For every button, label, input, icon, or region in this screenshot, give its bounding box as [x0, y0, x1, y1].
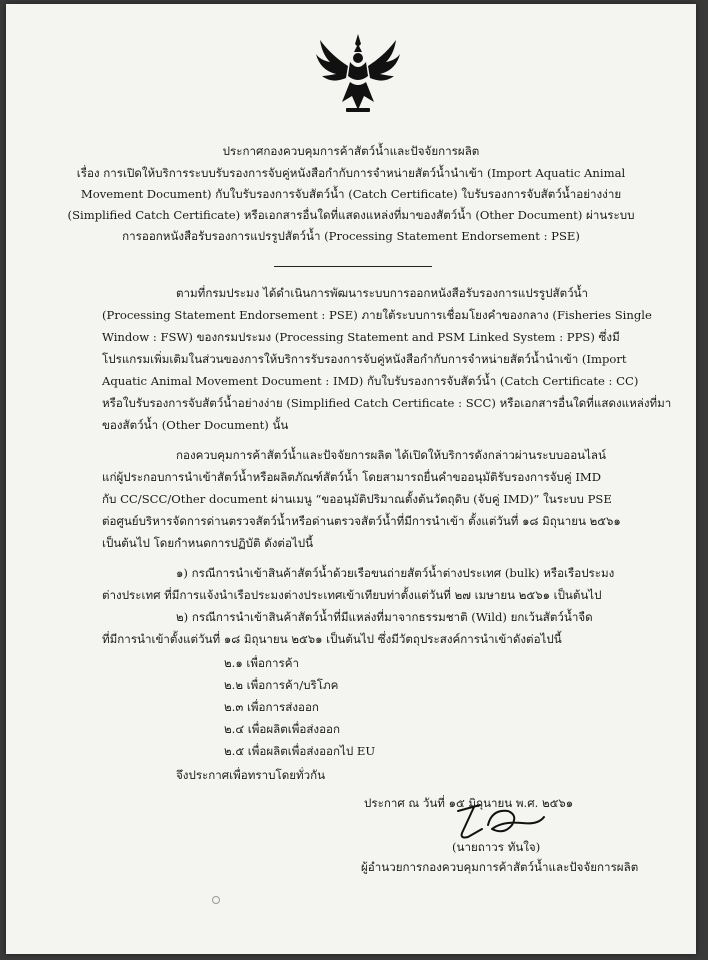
sub-list-item: ๒.๑ เพื่อการค้า — [224, 656, 299, 670]
title-divider — [274, 266, 432, 267]
paragraph-line: ของสัตว์น้ำ (Other Document) นั้น — [102, 418, 289, 432]
list-item-line: ต่างประเทศ ที่มีการแจ้งนำเรือประมงต่างประเทศเข้าเทียบท่าตั้งแต่วันที่ ๒๗ เมษายน ๒๕๖๑ เป็นต้นไป — [102, 588, 602, 602]
paragraph-line: กองควบคุมการค้าสัตว์น้ำและปัจจัยการผลิต ได้เปิดให้บริการดังกล่าวผ่านระบบออนไลน์ — [176, 448, 606, 462]
paragraph-line: ตามที่กรมประมง ได้ดำเนินการพัฒนาระบบการออกหนังสือรับรองการแปรรูปสัตว์น้ำ — [176, 286, 589, 300]
sub-list-item: ๒.๔ เพื่อผลิตเพื่อส่งออก — [224, 722, 341, 736]
paragraph-line: โปรแกรมเพิ่มเติมในส่วนของการให้บริการรับรองการจับคู่หนังสือกำกับการจำหน่ายสัตว์น้ำนำเข้า (Import — [102, 352, 627, 366]
announcement-date: ประกาศ ณ วันที่ ๑๕ มิถุนายน พ.ศ. ๒๕๖๑ — [364, 796, 574, 810]
paragraph-line: แก่ผู้ประกอบการนำเข้าสัตว์น้ำหรือผลิตภัณฑ์สัตว์น้ำ โดยสามารถยื่นคำขออนุมัติรับรองการจับคู่ IMD — [102, 470, 602, 484]
handwritten-signature-icon — [452, 799, 548, 845]
pen-mark-icon — [208, 892, 224, 908]
paragraph-line: Window : FSW) ของกรมประมง (Processing Statement and PSM Linked System : PPS) ซึ่งมี — [102, 330, 620, 344]
document-page — [6, 4, 696, 954]
sub-list-item: ๒.๕ เพื่อผลิตเพื่อส่งออกไป EU — [224, 744, 376, 758]
sub-list-item: ๒.๓ เพื่อการส่งออก — [224, 700, 319, 714]
notice-title: ประกาศกองควบคุมการค้าสัตว์น้ำและปัจจัยการผลิต — [222, 144, 480, 158]
paragraph-line: กับ CC/SCC/Other document ผ่านเมนู “ขออนุมัติปริมาณตั้งต้นวัตถุดิบ (จับคู่ IMD)” ในระบบ PSE — [102, 492, 612, 506]
paragraph-line: เป็นต้นไป โดยกำหนดการปฏิบัติ ดังต่อไปนี้ — [102, 536, 314, 550]
sub-list-item: ๒.๒ เพื่อการค้า/บริโภค — [224, 678, 339, 692]
list-item-line: ๒) กรณีการนำเข้าสินค้าสัตว์น้ำที่มีแหล่งที่มาจากธรรมชาติ (Wild) ยกเว้นสัตว์น้ำจืด — [176, 610, 593, 624]
paragraph-line: หรือใบรับรองการจับสัตว์น้ำอย่างง่าย (Simplified Catch Certificate : SCC) หรือเอกสารอื่นใดที่แสดงแหล่งที่มา — [102, 396, 672, 410]
list-item-line: ๑) กรณีการนำเข้าสินค้าสัตว์น้ำด้วยเรือขนถ่ายสัตว์น้ำต่างประเทศ (bulk) หรือเรือประมง — [176, 566, 615, 580]
paragraph-line: (Processing Statement Endorsement : PSE) ภายใต้ระบบการเชื่อมโยงคำของกลาง (Fisheries Single — [102, 308, 652, 322]
subject-line: การออกหนังสือรับรองการแปรรูปสัตว์น้ำ (Processing Statement Endorsement : PSE) — [122, 229, 580, 243]
closing-statement: จึงประกาศเพื่อทราบโดยทั่วกัน — [176, 768, 326, 782]
paragraph-line: Aquatic Animal Movement Document : IMD) กับใบรับรองการจับสัตว์น้ำ (Catch Certificate : CC) — [102, 374, 639, 388]
subject-line: (Simplified Catch Certificate) หรือเอกสารอื่นใดที่แสดงแหล่งที่มาของสัตว์น้ำ (Other Document) ผ่านระบบ — [67, 208, 635, 222]
garuda-emblem-icon — [312, 32, 404, 116]
subject-line: เรื่อง การเปิดให้บริการระบบรับรองการจับคู่หนังสือกำกับการจำหน่ายสัตว์น้ำนำเข้า (Import Aquatic Animal — [76, 166, 626, 180]
list-item-line: ที่มีการนำเข้าตั้งแต่วันที่ ๑๘ มิถุนายน ๒๕๖๑ เป็นต้นไป ซึ่งมีวัตถุประสงค์การนำเข้าดังต่อไปนี้ — [102, 632, 562, 646]
paragraph-line: ต่อศูนย์บริหารจัดการด่านตรวจสัตว์น้ำหรือด่านตรวจสัตว์น้ำที่มีการนำเข้า ตั้งแต่วันที่ ๑๘ มิถุนายน ๒๕๖๑ — [102, 514, 621, 528]
subject-line: Movement Document) กับใบรับรองการจับสัตว์น้ำ (Catch Certificate) ใบรับรองการจับสัตว์น้ำอย่างง่าย — [80, 187, 622, 201]
signer-name: (นายถาวร ทันใจ) — [452, 840, 541, 854]
signer-title: ผู้อำนวยการกองควบคุมการค้าสัตว์น้ำและปัจจัยการผลิต — [361, 860, 639, 874]
